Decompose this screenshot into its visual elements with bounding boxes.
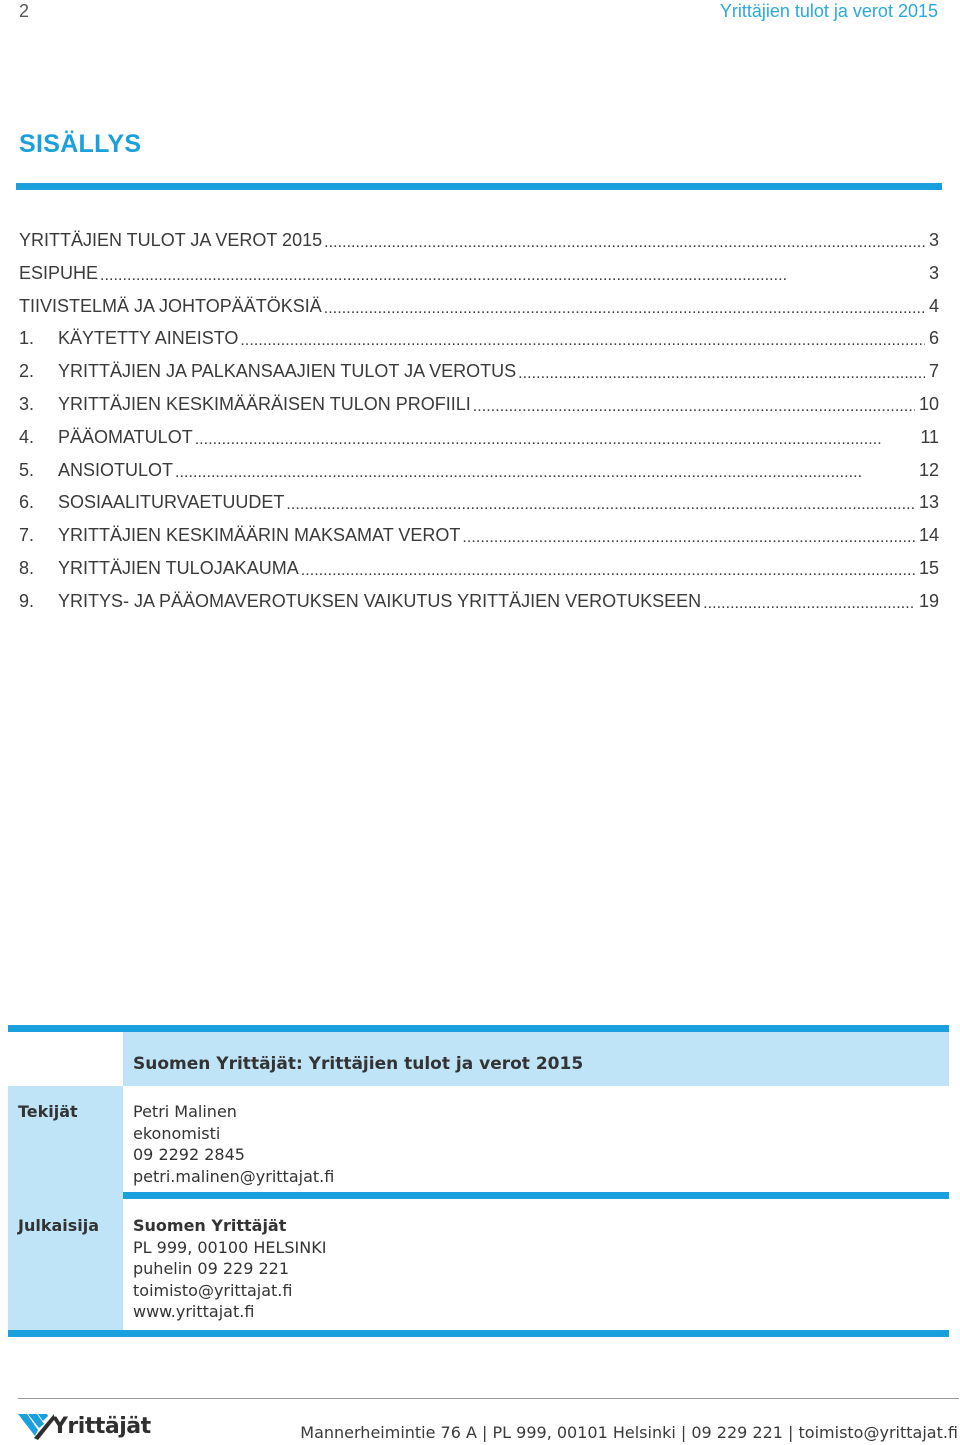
- toc-entry-page: 13: [918, 492, 939, 513]
- toc-dot-leader: [301, 559, 915, 577]
- toc-entry-number: 9.: [19, 590, 35, 611]
- author-email[interactable]: petri.malinen@yrittajat.fi: [133, 1166, 335, 1186]
- toc-entry-page: 6: [928, 328, 939, 349]
- toc-entry-number: 7.: [19, 525, 35, 546]
- author-role: ekonomisti: [133, 1123, 221, 1143]
- toc-dot-leader: [286, 493, 915, 511]
- heading-rule: [16, 183, 942, 190]
- toc-entry-number: 8.: [19, 557, 35, 578]
- publisher-label: Julkaisija: [18, 1216, 100, 1235]
- toc-entry-number: 6.: [19, 492, 35, 513]
- logo-mark-icon: [18, 1412, 54, 1442]
- toc-entry-title: YRITYS- JA PÄÄOMAVEROTUKSEN VAIKUTUS YRITTÄJIEN VEROTUKSEEN: [58, 590, 702, 611]
- toc-entry-title: PÄÄOMATULOT: [58, 426, 193, 447]
- toc-entry-title: KÄYTETTY AINEISTO: [58, 328, 239, 349]
- toc-entry-page: 15: [918, 557, 939, 578]
- toc-entry-page: 11: [920, 426, 939, 447]
- toc-entry[interactable]: [19, 492, 939, 525]
- toc-entry[interactable]: [19, 558, 939, 591]
- toc-dot-leader: [473, 395, 915, 413]
- label-column: [8, 1086, 123, 1330]
- toc-entry-page: 19: [918, 590, 939, 611]
- publication-info-box: [8, 1025, 949, 1337]
- toc-entry-title: YRITTÄJIEN KESKIMÄÄRIN MAKSAMAT VEROT: [58, 525, 461, 546]
- info-title: Suomen Yrittäjät: Yrittäjien tulot ja verot 2015: [133, 1054, 584, 1074]
- toc-entry[interactable]: [19, 263, 939, 296]
- toc-entry-title: YRITTÄJIEN TULOJAKAUMA: [58, 557, 299, 578]
- toc-entry[interactable]: [19, 328, 939, 361]
- toc-entry-title: ANSIOTULOT: [58, 459, 174, 480]
- toc-entry-page: 12: [918, 459, 939, 480]
- publisher-website[interactable]: www.yrittajat.fi: [133, 1302, 255, 1321]
- authors-label: Tekijät: [18, 1102, 78, 1121]
- publisher-details: [133, 1215, 326, 1323]
- toc-entry-title: YRITTÄJIEN KESKIMÄÄRÄISEN TULON PROFIILI: [58, 393, 471, 414]
- info-title-band: [123, 1032, 949, 1086]
- toc-entry[interactable]: [19, 361, 939, 394]
- toc-entry-page: 14: [918, 525, 939, 546]
- toc-entry-number: 1.: [19, 328, 35, 349]
- toc-entry[interactable]: [19, 296, 939, 329]
- toc-entry-page: 3: [928, 230, 939, 250]
- toc-entry[interactable]: [19, 460, 939, 493]
- toc-entry[interactable]: [19, 230, 939, 263]
- page-number: 2: [19, 1, 30, 21]
- author-phone: 09 2292 2845: [133, 1145, 245, 1164]
- toc-dot-leader: [324, 297, 925, 315]
- footer-rule: [18, 1398, 959, 1399]
- toc-entry-number: 5.: [19, 459, 35, 480]
- toc-dot-leader: [240, 329, 925, 347]
- table-of-contents: [19, 230, 939, 624]
- header-title: Yrittäjien tulot ja verot 2015: [719, 1, 938, 21]
- toc-heading: SISÄLLYS: [19, 130, 142, 158]
- toc-dot-leader: [100, 264, 925, 282]
- logo-text: Yrittäjät: [52, 1414, 151, 1439]
- toc-entry[interactable]: [19, 394, 939, 427]
- toc-dot-leader: [703, 592, 915, 610]
- toc-dot-leader: [195, 428, 917, 446]
- toc-entry-number: 2.: [19, 361, 35, 382]
- toc-entry-page: 7: [928, 361, 939, 382]
- toc-entry-number: 4.: [19, 426, 35, 447]
- page-header: [0, 0, 960, 24]
- info-mid-rule: [123, 1192, 949, 1199]
- toc-entry-title: SOSIAALITURVAETUUDET: [58, 492, 285, 513]
- toc-entry-title: YRITTÄJIEN TULOT JA VEROT 2015: [19, 230, 323, 250]
- toc-entry-title: TIIVISTELMÄ JA JOHTOPÄÄTÖKSIÄ: [19, 295, 322, 316]
- toc-entry[interactable]: [19, 427, 939, 460]
- publisher-email[interactable]: toimisto@yrittajat.fi: [133, 1280, 293, 1300]
- toc-dot-leader: [462, 526, 915, 544]
- toc-entry[interactable]: [19, 591, 939, 624]
- toc-dot-leader: [175, 461, 915, 479]
- publisher-name: Suomen Yrittäjät: [133, 1216, 287, 1235]
- publisher-phone: puhelin 09 229 221: [133, 1259, 290, 1278]
- yrittajat-logo: [18, 1410, 151, 1444]
- toc-entry-number: 3.: [19, 393, 35, 414]
- toc-entry-title: YRITTÄJIEN JA PALKANSAAJIEN TULOT JA VEROTUS: [58, 361, 517, 382]
- publisher-address: PL 999, 00100 HELSINKI: [133, 1237, 327, 1257]
- toc-entry-page: 4: [928, 295, 939, 316]
- toc-entry-title: ESIPUHE: [19, 262, 99, 283]
- authors-details: [133, 1101, 334, 1187]
- footer-address: Mannerheimintie 76 A | PL 999, 00101 Helsinki | 09 229 221 | toimisto@yrittajat.fi: [300, 1423, 958, 1442]
- toc-dot-leader: [324, 231, 925, 249]
- author-name: Petri Malinen: [133, 1102, 237, 1121]
- toc-entry-page: 10: [918, 393, 939, 414]
- toc-entry-page: 3: [928, 262, 939, 283]
- toc-entry[interactable]: [19, 525, 939, 558]
- info-top-rule: [8, 1025, 949, 1032]
- toc-dot-leader: [518, 362, 925, 380]
- info-bottom-rule: [8, 1330, 949, 1337]
